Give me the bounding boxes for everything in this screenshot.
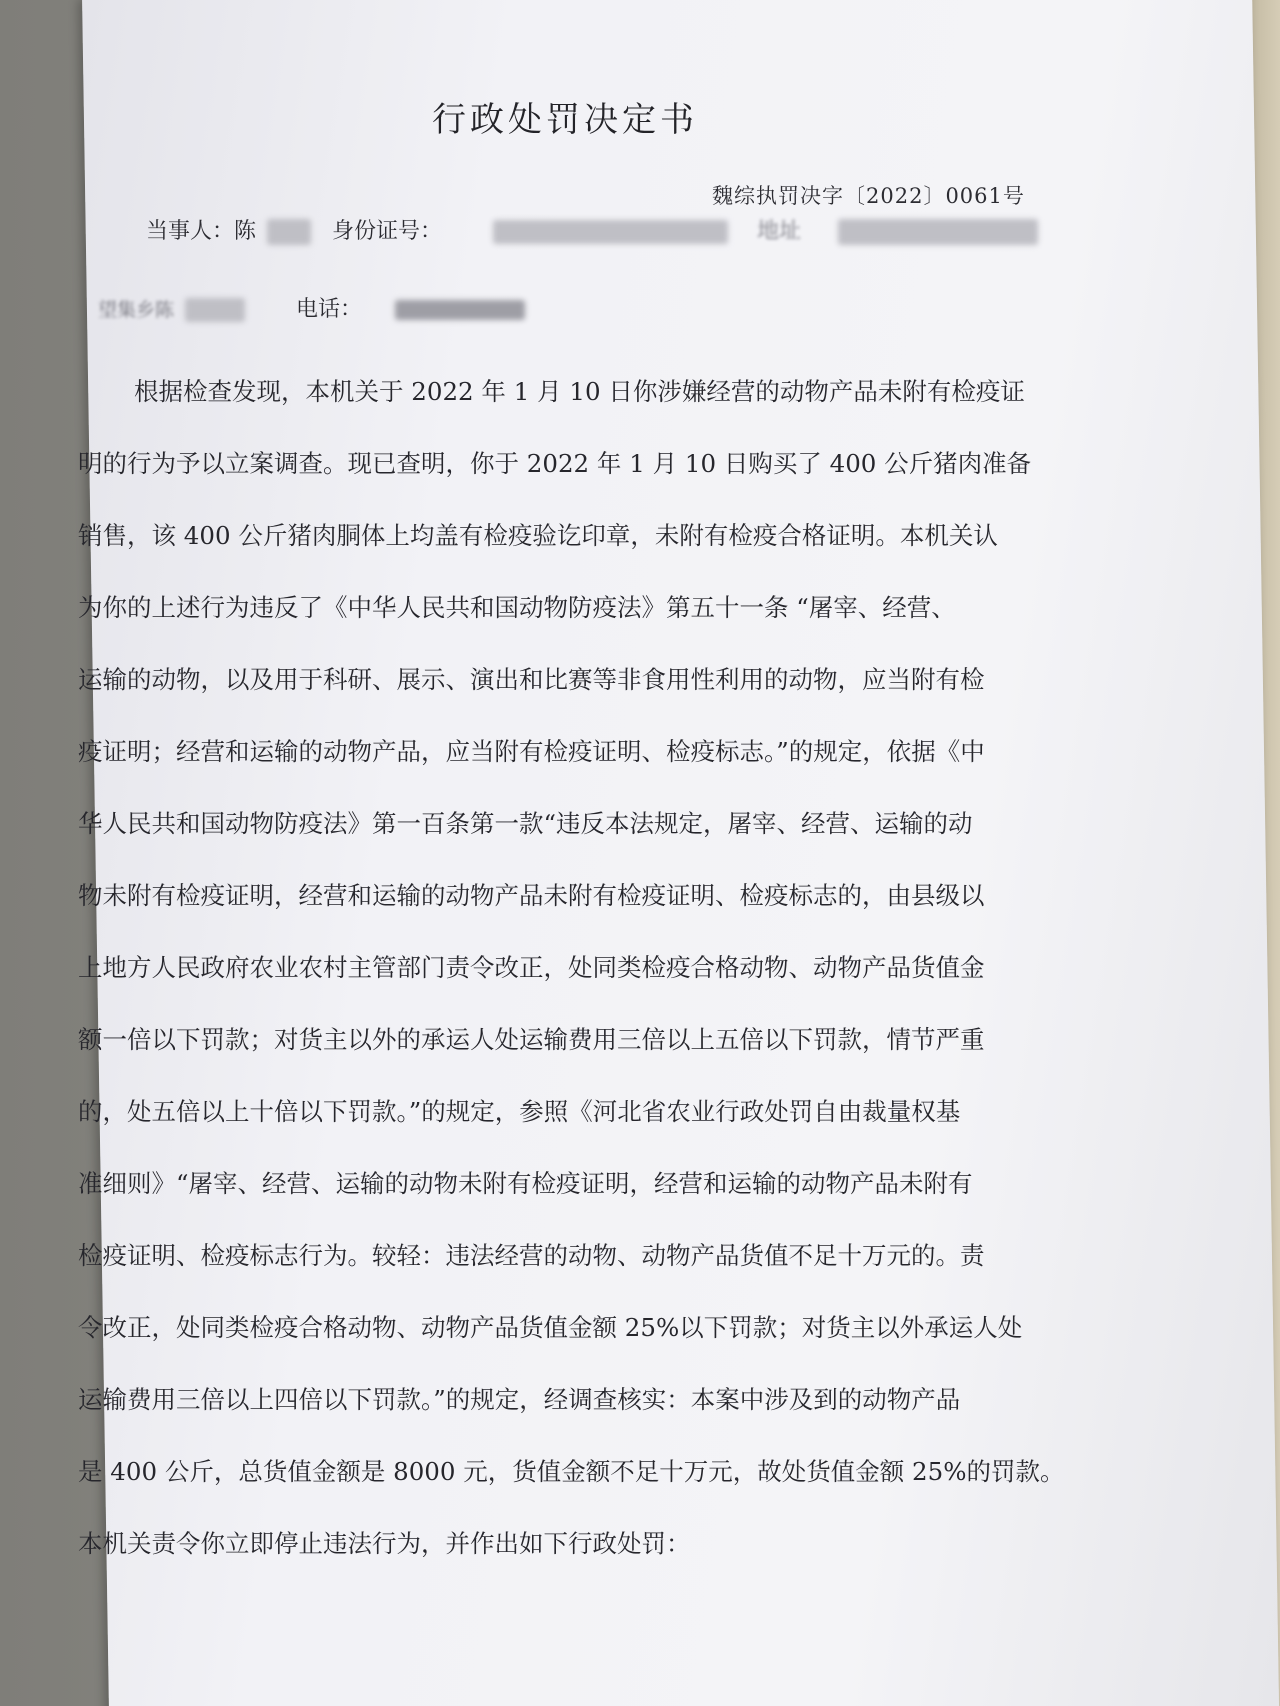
- body-line: 运输的动物，以及用于科研、展示、演出和比赛等非食用性利用的动物，应当附有检: [78, 665, 985, 694]
- redacted-phone: [395, 300, 525, 320]
- redacted-id-number: [493, 220, 728, 244]
- body-line: 根据检查发现，本机关于 2022 年 1 月 10 日你涉嫌经营的动物产品未附有检疫证: [134, 377, 1025, 406]
- body-line: 上地方人民政府农业农村主管部门责令改正，处同类检疫合格动物、动物产品货值金: [78, 953, 985, 982]
- redacted-address-2: [185, 298, 245, 322]
- document-title: 行政处罚决定书: [432, 100, 698, 140]
- body-line: 是 400 公斤，总货值金额是 8000 元，货值金额不足十万元，故处货值金额 25%的罚款。: [78, 1457, 1065, 1486]
- body-line: 的，处五倍以上十倍以下罚款。”的规定，参照《河北省农业行政处罚自由裁量权基: [78, 1097, 961, 1126]
- body-line: 运输费用三倍以上四倍以下罚款。”的规定，经调查核实：本案中涉及到的动物产品: [78, 1385, 961, 1414]
- address-visible: 望集乡陈: [98, 299, 175, 321]
- body-line: 为你的上述行为违反了《中华人民共和国动物防疫法》第五十一条 “屠宰、经营、: [78, 593, 956, 622]
- address-label: 地址: [757, 219, 802, 244]
- party-row: [146, 214, 1038, 245]
- body-line: 检疫证明、检疫标志行为。较轻：违法经营的动物、动物产品货值不足十万元的。责: [78, 1241, 985, 1270]
- body-line: 销售，该 400 公斤猪肉胴体上均盖有检疫验讫印章，未附有检疫合格证明。本机关认: [78, 521, 998, 550]
- body-line: 本机关责令你立即停止违法行为，并作出如下行政处罚：: [78, 1529, 691, 1558]
- redacted-name: [267, 219, 311, 245]
- body-line: 令改正，处同类检疫合格动物、动物产品货值金额 25%以下罚款；对货主以外承运人处: [78, 1313, 1023, 1342]
- party-name: 陈: [234, 219, 257, 244]
- document-number: 魏综执罚决字〔2022〕0061号: [712, 184, 1025, 208]
- body-line: 华人民共和国动物防疫法》第一百条第一款“违反本法规定，屠宰、经营、运输的动: [78, 809, 973, 838]
- id-label: 身份证号：: [332, 219, 443, 244]
- body-line: 额一倍以下罚款；对货主以外的承运人处运输费用三倍以上五倍以下罚款，情节严重: [78, 1025, 985, 1054]
- body-line: 明的行为予以立案调查。现已查明，你于 2022 年 1 月 10 日购买了 400 公斤猪肉准备: [78, 449, 1032, 478]
- body-line: 物未附有检疫证明，经营和运输的动物产品未附有检疫证明、检疫标志的，由县级以: [78, 881, 985, 910]
- redacted-address: [838, 219, 1038, 245]
- document-body: [78, 356, 1208, 1580]
- body-line: 准细则》“屠宰、经营、运输的动物未附有检疫证明，经营和运输的动物产品未附有: [78, 1169, 973, 1198]
- phone-label: 电话：: [296, 297, 363, 322]
- body-line: 疫证明；经营和运输的动物产品，应当附有检疫证明、检疫标志。”的规定，依据《中: [78, 737, 985, 766]
- address-phone-row: [98, 292, 525, 323]
- party-label: 当事人：: [146, 219, 235, 244]
